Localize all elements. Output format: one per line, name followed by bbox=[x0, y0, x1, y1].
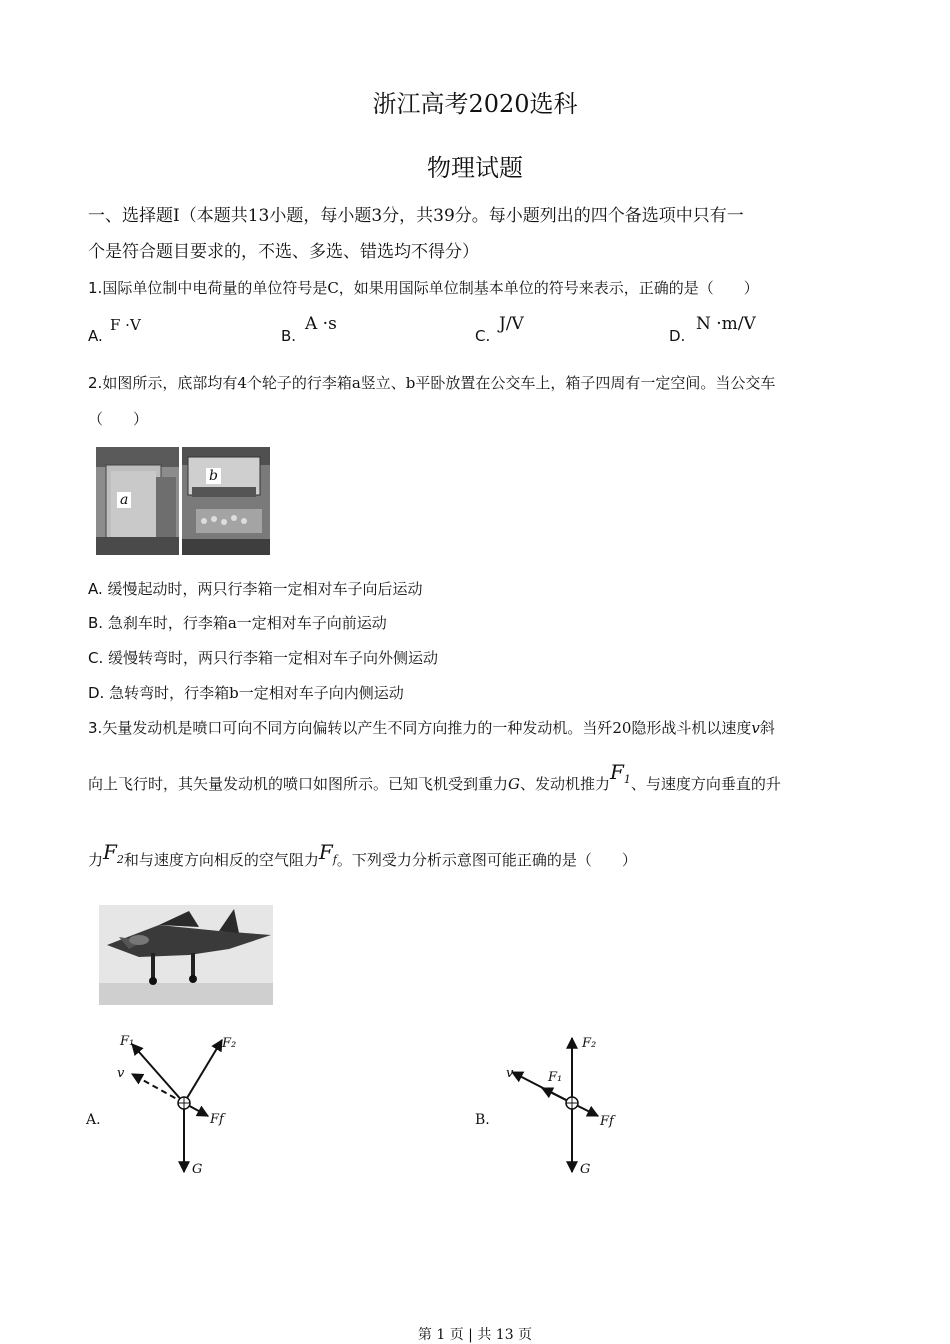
option-letter: D. bbox=[88, 684, 105, 702]
label-ff: Ff bbox=[600, 1114, 614, 1129]
gravity-symbol: G bbox=[508, 775, 520, 793]
page-title: 浙江高考2020选科 bbox=[372, 90, 578, 118]
label-g: G bbox=[192, 1162, 203, 1177]
f1-subscript: 1 bbox=[623, 773, 631, 786]
question-2 bbox=[88, 373, 868, 393]
q2-paren: （ ） bbox=[88, 410, 149, 428]
label-ff: Ff bbox=[210, 1112, 224, 1127]
option-letter: A. bbox=[88, 580, 103, 598]
ff-symbol bbox=[319, 840, 337, 864]
force-diagram-a bbox=[110, 1032, 250, 1182]
question-text: 、与速度方向垂直的升 bbox=[630, 775, 781, 793]
label-f2: F₂ bbox=[582, 1036, 597, 1051]
q2-option-c bbox=[88, 648, 868, 668]
fighter-jet-photo bbox=[99, 905, 273, 1005]
luggage-photo bbox=[96, 447, 270, 555]
diagram-b-letter: B. bbox=[475, 1112, 490, 1128]
question-1 bbox=[88, 278, 868, 298]
section-line-1: 一、选择题Ⅰ（本题共13小题，每小题3分，共39分。每小题列出的四个备选项中只有一 bbox=[88, 206, 744, 226]
option-letter: B. bbox=[281, 327, 297, 345]
label-v: v bbox=[506, 1066, 514, 1081]
option-text: 急转弯时，行李箱b一定相对车子向内侧运动 bbox=[109, 684, 404, 702]
velocity-symbol: v bbox=[751, 719, 760, 737]
question-number: 2. bbox=[88, 374, 103, 392]
f2-subscript: 2 bbox=[116, 853, 124, 866]
question-text: 国际单位制中电荷量的单位符号是C，如果用国际单位制基本单位的符号来表示，正确的是（ ） bbox=[102, 279, 759, 297]
ff-letter: F bbox=[318, 840, 333, 864]
question-text: 、发动机推力 bbox=[520, 775, 611, 793]
question-3-line-1 bbox=[88, 718, 868, 738]
q1-options bbox=[88, 316, 878, 346]
option-letter: C. bbox=[88, 649, 104, 667]
q2-option-d bbox=[88, 683, 868, 703]
label-f1: F₁ bbox=[120, 1034, 135, 1049]
q2-option-a bbox=[88, 579, 868, 599]
option-letter: C. bbox=[475, 327, 491, 345]
option-letter: A. bbox=[88, 327, 103, 345]
f1-letter: F bbox=[610, 760, 624, 784]
force-diagram-b bbox=[500, 1032, 640, 1182]
section-line-2: 个是符合题目要求的，不选、多选、错选均不得分） bbox=[88, 242, 479, 262]
f2-symbol bbox=[103, 840, 124, 864]
question-number: 3. bbox=[88, 719, 103, 737]
diagram-a-letter: A. bbox=[86, 1112, 101, 1128]
label-b: b bbox=[206, 468, 221, 484]
label-v: v bbox=[117, 1066, 125, 1081]
question-text: 力 bbox=[88, 851, 104, 869]
option-value: J/V bbox=[499, 314, 524, 334]
question-number: 1. bbox=[88, 279, 103, 297]
option-value: F ·V bbox=[110, 316, 141, 334]
option-text: 缓慢起动时，两只行李箱一定相对车子向后运动 bbox=[107, 580, 423, 598]
label-a: a bbox=[117, 492, 131, 508]
label-f1: F₁ bbox=[548, 1070, 563, 1085]
question-3-line-2 bbox=[88, 760, 868, 800]
question-text: 。下列受力分析示意图可能正确的是（ ） bbox=[336, 851, 637, 869]
section-heading bbox=[88, 198, 868, 270]
question-text: 矢量发动机是喷口可向不同方向偏转以产生不同方向推力的一种发动机。当歼20隐形战斗机以速度 bbox=[102, 719, 752, 737]
question-text: 和与速度方向相反的空气阻力 bbox=[123, 851, 319, 869]
f1-symbol bbox=[610, 760, 631, 784]
question-3-line-3 bbox=[88, 840, 868, 876]
option-value: A ·s bbox=[305, 314, 337, 334]
option-text: 急刹车时，行李箱a一定相对车子向前运动 bbox=[107, 614, 387, 632]
option-text: 缓慢转弯时，两只行李箱一定相对车子向外侧运动 bbox=[108, 649, 439, 667]
label-g: G bbox=[580, 1162, 591, 1177]
option-letter: B. bbox=[88, 614, 104, 632]
q2-option-b bbox=[88, 613, 868, 633]
option-value: N ·m/V bbox=[696, 314, 756, 334]
label-f2: F₂ bbox=[222, 1036, 237, 1051]
page-footer: 第 1 页 | 共 13 页 bbox=[417, 1327, 533, 1343]
page-subtitle: 物理试题 bbox=[427, 154, 523, 182]
question-text: 向上飞行时，其矢量发动机的喷口如图所示。已知飞机受到重力 bbox=[88, 775, 509, 793]
option-letter: D. bbox=[669, 327, 686, 345]
ff-subscript: f bbox=[332, 853, 337, 866]
question-text: 斜 bbox=[759, 719, 775, 737]
f2-letter: F bbox=[103, 840, 117, 864]
question-text: 如图所示，底部均有4个轮子的行李箱a竖立、b平卧放置在公交车上，箱子四周有一定空间。当公交车 bbox=[102, 374, 776, 392]
